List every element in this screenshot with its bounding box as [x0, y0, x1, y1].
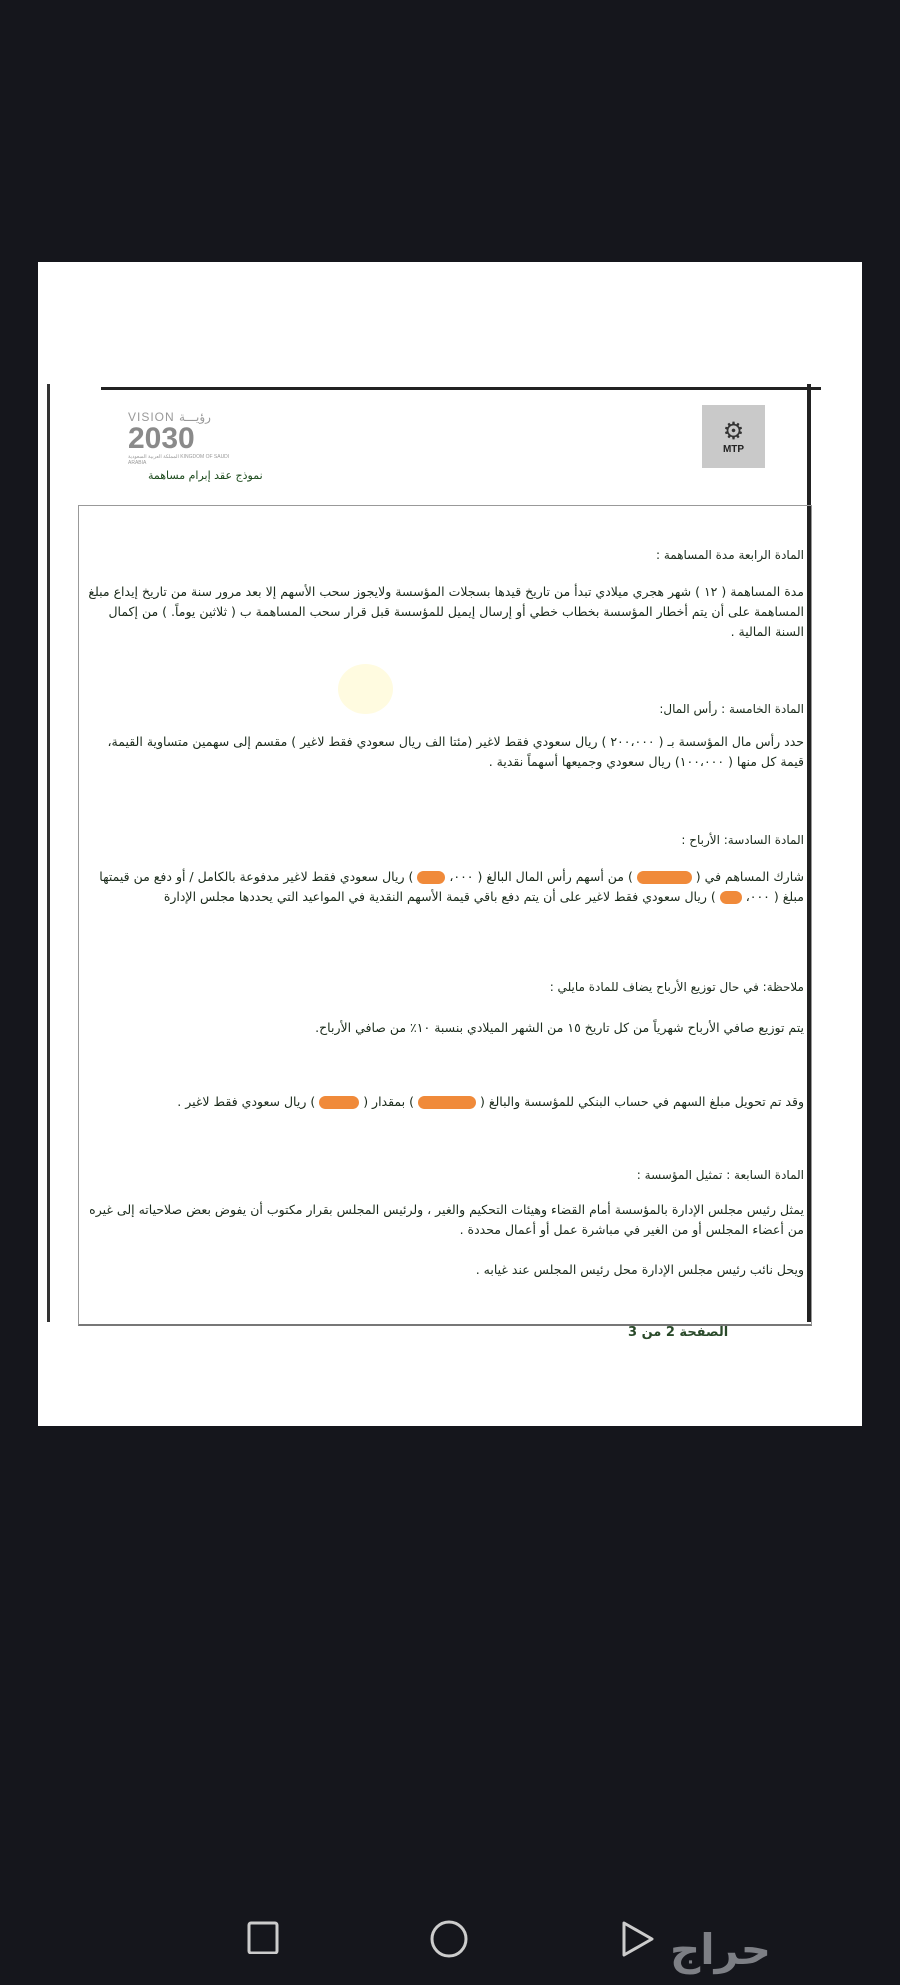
page-number: الصفحة 2 من 3 [628, 1325, 729, 1340]
redaction [720, 891, 742, 904]
vision-sub: المملكة العربية السعودية KINGDOM OF SAUDI ARABIA [128, 454, 230, 466]
article-7-heading: المادة السابعة : تمثيل المؤسسة : [636, 1168, 804, 1182]
note-heading: ملاحظة: في حال توزيع الأرباح يضاف للمادة مايلي : [549, 980, 804, 994]
redaction [637, 871, 692, 884]
home-button[interactable] [429, 1920, 469, 1960]
header-rule [101, 387, 821, 390]
form-title: نموذج عقد إبرام مساهمة [148, 469, 263, 482]
article-7-text: يمثل رئيس مجلس الإدارة بالمؤسسة أمام القضاء وهيئات التحكيم والغير ، ولرئيس المجلس بقرار مكتوب أن يفوض بعض صلاحياته إلى غيره من أعضاء المجلس أو من الغير في مباشرة عمل أو أعمال محددة . [89, 1202, 804, 1237]
text-part: ) ريال سعودي فقط لاغير مدفوعة بالكامل / أو دفع من قيمتها مبلغ ( ٠٠٠، [99, 869, 804, 904]
article-6-heading: المادة السادسة: الأرباح : [681, 833, 804, 847]
company-logo [702, 405, 765, 468]
text-part: ) بمقدار ( [363, 1094, 414, 1109]
article-6-text [88, 867, 804, 907]
recent-apps-button[interactable] [246, 1920, 280, 1954]
vision-2030-logo [128, 410, 238, 470]
text-part: وقد تم تحويل مبلغ السهم في حساب البنكي للمؤسسة والبالغ ( [479, 1094, 804, 1109]
text-part: شارك المساهم في ( [695, 869, 804, 884]
haraj-watermark: حراج [670, 1925, 772, 1974]
article-5-text: حدد رأس مال المؤسسة بـ ( ٢٠٠،٠٠٠ ) ريال سعودي فقط لاغير (مئتا الف ريال سعودي فقط لاغير ) مقسم إلى سهمين متساوية القيمة، قيمة كل منها ( ١٠٠،٠٠٠) ريال سعودي وجميعها أسهماً نقدية . [107, 734, 804, 769]
redaction [417, 871, 445, 884]
vision-year: 2030 [128, 422, 195, 455]
text-part: ) ريال سعودي فقط لاغير . [177, 1094, 316, 1109]
text-part: ) من أسهم رأس المال البالغ ( ٠٠٠، [449, 869, 633, 884]
article-5-heading: المادة الخامسة : رأس المال: [659, 702, 804, 716]
back-button[interactable] [620, 1920, 656, 1960]
redaction [319, 1096, 359, 1109]
left-border [47, 384, 50, 1322]
company-logo-text: MTP [722, 444, 745, 455]
redaction [418, 1096, 476, 1109]
text-part: ) ريال سعودي فقط لاغير على أن يتم دفع باقي قيمة الأسهم النقدية في المواعيد التي يحددها مجلس الإدارة [163, 889, 716, 904]
document-page [38, 262, 862, 1426]
note-text: يتم توزيع صافي الأرباح شهرياً من كل تاريخ ١٥ من الشهر الميلادي بنسبة ١٠٪ من صافي الأرباح. [315, 1020, 804, 1035]
article-4-heading: المادة الرابعة مدة المساهمة : [655, 548, 804, 562]
article-7-text-2: ويحل نائب رئيس مجلس الإدارة محل رئيس المجلس عند غيابه . [475, 1262, 804, 1277]
article-4-text: مدة المساهمة ( ١٢ ) شهر هجري ميلادي تبدأ من تاريخ قيدها بسجلات المؤسسة ولايجوز سحب الأسهم إلا بعد مرور سنة من تاريخ إيداع مبلغ المساهمة على أن يتم أخطار المؤسسة بخطاب خطي أو إرسال إيميل للمؤسسة قبل قرار سحب المساهمة ب ( ثلاثين يوماً. ) من إكمال السنة المالية . [88, 584, 804, 639]
transfer-text [88, 1092, 804, 1112]
vision-title: VISION رؤيـــة [128, 410, 211, 424]
gear-icon: ⚙ [722, 417, 745, 445]
